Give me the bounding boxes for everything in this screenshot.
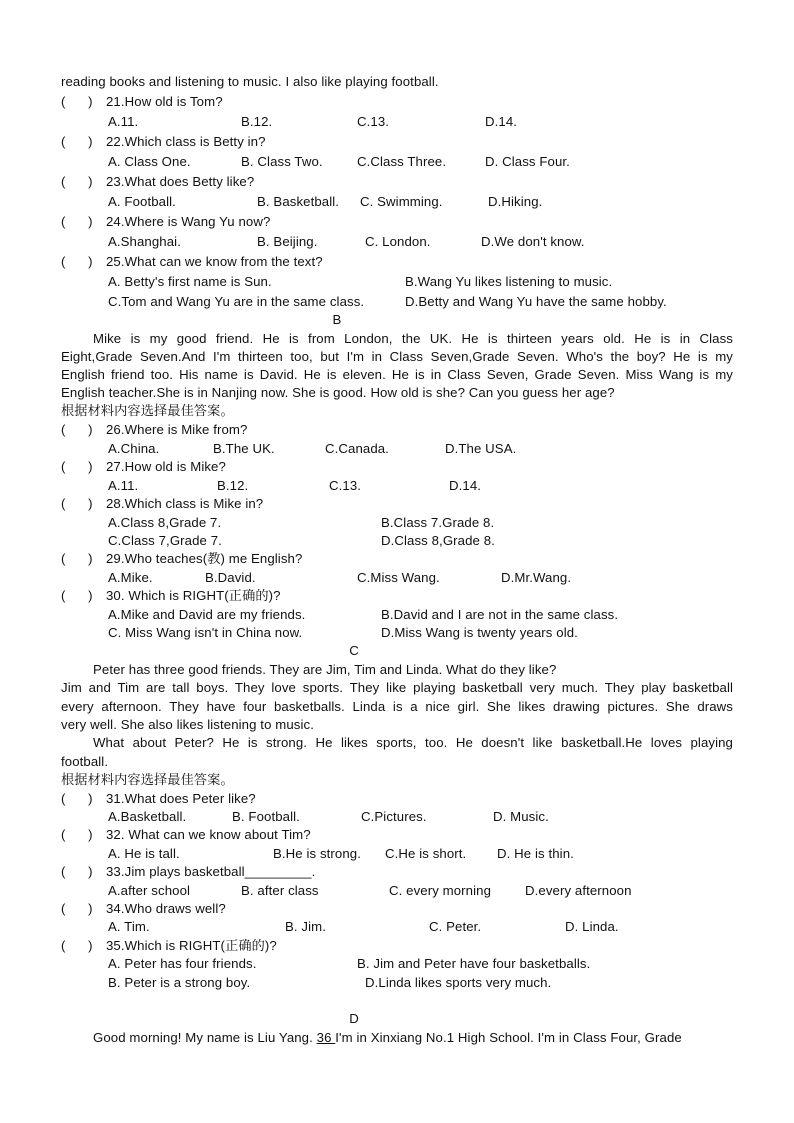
question-stem: 30. Which is RIGHT(正确的)? <box>106 588 281 603</box>
passage-line: Jim and Tim are tall boys. They love sports. They like playing basketball very much. They play basketball <box>61 680 733 695</box>
option-a: A.Shanghai. <box>108 234 181 249</box>
answer-blank[interactable]: ( ) <box>61 496 93 511</box>
option-c: C.He is short. <box>385 846 467 861</box>
option-d: D. Class Four. <box>485 154 570 169</box>
option-b: B. Basketball. <box>257 194 340 209</box>
option-d: D. He is thin. <box>497 846 574 861</box>
option-a: A.Mike and David are my friends. <box>108 607 306 622</box>
question-stem: 27.How old is Mike? <box>106 459 226 474</box>
question-stem: 23.What does Betty like? <box>106 174 255 189</box>
option-b: B. Class Two. <box>241 154 323 169</box>
question-stem: 34.Who draws well? <box>106 901 226 916</box>
passage-line: Eight,Grade Seven.And I'm thirteen too, but I'm in Class Seven,Grade Seven. Who's the boy? He is my <box>61 349 733 364</box>
option-c: C.Miss Wang. <box>357 570 440 585</box>
section-c-heading: C <box>349 643 359 658</box>
option-b: B.David and I are not in the same class. <box>381 607 619 622</box>
passage-line: Mike is my good friend. He is from London, the UK. He is thirteen years old. He is in Class <box>93 331 733 346</box>
answer-blank[interactable]: ( ) <box>61 174 93 189</box>
option-c: C.Canada. <box>325 441 389 456</box>
answer-blank[interactable]: ( ) <box>61 827 93 842</box>
option-d: D.Linda likes sports very much. <box>365 975 552 990</box>
option-b: B. after class <box>241 883 319 898</box>
option-c: C.Tom and Wang Yu are in the same class. <box>108 294 365 309</box>
question-stem: 22.Which class is Betty in? <box>106 134 266 149</box>
option-d: D. Music. <box>493 809 549 824</box>
option-c: C. London. <box>365 234 431 249</box>
section-d-heading: D <box>349 1011 359 1026</box>
answer-blank[interactable]: ( ) <box>61 94 93 109</box>
option-c: C.13. <box>357 114 390 129</box>
passage-line: very well. She also likes listening to music. <box>61 717 314 732</box>
option-b: B.Wang Yu likes listening to music. <box>405 274 613 289</box>
option-d: D.Hiking. <box>488 194 543 209</box>
cloze-blank-36[interactable]: 36 <box>316 1030 336 1045</box>
answer-blank[interactable]: ( ) <box>61 254 93 269</box>
option-c: C. Peter. <box>429 919 482 934</box>
option-b: B. Jim. <box>285 919 326 934</box>
option-a: A.Mike. <box>108 570 153 585</box>
option-b: B.Class 7.Grade 8. <box>381 515 495 530</box>
passage-text: Good morning! My name is Liu Yang. <box>93 1030 317 1045</box>
passage-line: every afternoon. They have four basketballs. Linda is a nice girl. She likes drawing pictures. She draws <box>61 699 733 714</box>
option-d: D.The USA. <box>445 441 517 456</box>
option-a: A. Class One. <box>108 154 191 169</box>
answer-blank[interactable]: ( ) <box>61 422 93 437</box>
option-b: B. Jim and Peter have four basketballs. <box>357 956 591 971</box>
question-stem: 21.How old is Tom? <box>106 94 223 109</box>
option-c: B. Peter is a strong boy. <box>108 975 251 990</box>
option-d: D.Mr.Wang. <box>501 570 572 585</box>
passage-line: Peter has three good friends. They are Jim, Tim and Linda. What do they like? <box>93 662 557 677</box>
answer-blank[interactable]: ( ) <box>61 134 93 149</box>
option-b: B.12. <box>217 478 249 493</box>
option-c: C. Swimming. <box>360 194 443 209</box>
option-c: C.Class 7,Grade 7. <box>108 533 222 548</box>
option-d: D.every afternoon <box>525 883 632 898</box>
question-stem: 35.Which is RIGHT(正确的)? <box>106 938 277 953</box>
answer-blank[interactable]: ( ) <box>61 214 93 229</box>
option-d: D. Linda. <box>565 919 619 934</box>
passage-line: English friend too. His name is David. He is eleven. He is in Class Seven, Grade Seven. Miss Wang is my <box>61 367 733 382</box>
passage-d-line <box>93 1030 682 1046</box>
passage-text: I'm in Xinxiang No.1 High School. I'm in Class Four, Grade <box>335 1030 682 1045</box>
question-stem: 26.Where is Mike from? <box>106 422 248 437</box>
option-a: A.China. <box>108 441 160 456</box>
option-b: B.He is strong. <box>273 846 361 861</box>
option-a: A. Football. <box>108 194 176 209</box>
instruction-text: 根据材料内容选择最佳答案。 <box>61 403 234 418</box>
option-a: A.Class 8,Grade 7. <box>108 515 222 530</box>
option-a: A. Tim. <box>108 919 150 934</box>
option-d: D.Betty and Wang Yu have the same hobby. <box>405 294 667 309</box>
question-stem: 28.Which class is Mike in? <box>106 496 264 511</box>
option-d: D.14. <box>449 478 482 493</box>
option-a: A.after school <box>108 883 191 898</box>
option-d: D.We don't know. <box>481 234 585 249</box>
option-b: B.The UK. <box>213 441 275 456</box>
option-b: B.12. <box>241 114 273 129</box>
question-stem: 31.What does Peter like? <box>106 791 256 806</box>
option-a: A.Basketball. <box>108 809 187 824</box>
question-stem: 25.What can we know from the text? <box>106 254 323 269</box>
option-b: B. Football. <box>232 809 300 824</box>
option-a: A. Peter has four friends. <box>108 956 257 971</box>
option-d: D.14. <box>485 114 518 129</box>
option-c: C.Class Three. <box>357 154 447 169</box>
option-a: A. Betty's first name is Sun. <box>108 274 272 289</box>
option-b: B. Beijing. <box>257 234 318 249</box>
option-d: D.Class 8,Grade 8. <box>381 533 495 548</box>
answer-blank[interactable]: ( ) <box>61 901 93 916</box>
instruction-text: 根据材料内容选择最佳答案。 <box>61 772 234 787</box>
answer-blank[interactable]: ( ) <box>61 791 93 806</box>
fill-blank[interactable]: _________ <box>244 864 312 879</box>
answer-blank[interactable]: ( ) <box>61 588 93 603</box>
option-c: C.13. <box>329 478 362 493</box>
passage-line: What about Peter? He is strong. He likes sports, too. He doesn't like basketball.He loves playing <box>93 735 733 750</box>
option-d: D.Miss Wang is twenty years old. <box>381 625 578 640</box>
answer-blank[interactable]: ( ) <box>61 551 93 566</box>
stem-end: . <box>311 864 316 879</box>
option-c: C.Pictures. <box>361 809 427 824</box>
section-b-heading: B <box>332 312 342 327</box>
question-stem <box>106 864 315 880</box>
passage-line: football. <box>61 754 109 769</box>
answer-blank[interactable]: ( ) <box>61 459 93 474</box>
question-stem: 29.Who teaches(教) me English? <box>106 551 303 566</box>
option-a: A. He is tall. <box>108 846 180 861</box>
question-stem: 24.Where is Wang Yu now? <box>106 214 271 229</box>
option-a: A.11. <box>108 114 139 129</box>
answer-blank[interactable]: ( ) <box>61 864 93 879</box>
answer-blank[interactable]: ( ) <box>61 938 93 953</box>
option-c: C. every morning <box>389 883 492 898</box>
option-c: C. Miss Wang isn't in China now. <box>108 625 303 640</box>
passage-line: English teacher.She is in Nanjing now. She is good. How old is she? Can you guess her age? <box>61 385 615 400</box>
option-b: B.David. <box>205 570 256 585</box>
stem-text: 33.Jim plays basketball <box>106 864 245 879</box>
passage-a-tail: reading books and listening to music. I also like playing football. <box>61 74 439 89</box>
option-a: A.11. <box>108 478 139 493</box>
question-stem: 32. What can we know about Tim? <box>106 827 311 842</box>
